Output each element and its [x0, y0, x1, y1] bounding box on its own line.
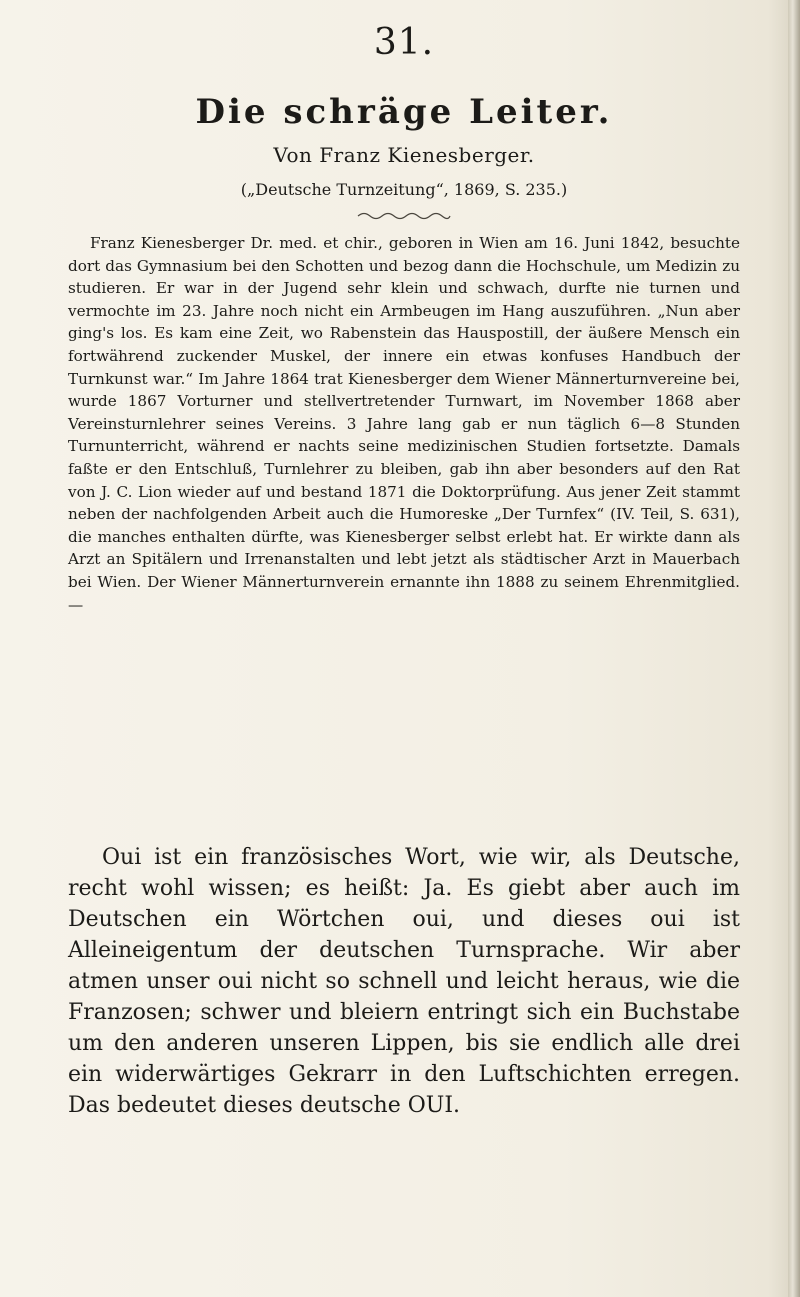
- essay-text: Oui ist ein französisches Wort, wie wir, als Deutsche, recht wohl wissen; es heißt: Ja. Es giebt aber auch im Deutschen ein Wörtchen oui, und dieses oui ist Alleineigentum der deutschen Turnsprache. Wir aber atmen unser oui nicht so schnell und leicht heraus, wie die Franzosen; schwer und bleiern entringt sich ein Buchstabe um den anderen unseren Lippen, bis sie endlich alle drei ein widerwärtiges Gekrarr in den Luftschichten erregen. Das bedeutet dieses deutsche OUI.: [68, 845, 740, 1118]
- author-biography: Franz Kienesberger Dr. med. et chir., geboren in Wien am 16. Juni 1842, besuchte dort das Gymnasium bei den Schotten und bezog dann die Hochschule, um Medizin zu studieren. Er war in der Jugend sehr klein und schwach, durfte nie turnen und vermochte im 23. Jahre noch nicht ein Armbeugen im Hang auszuführen. „Nun aber ging's los. Es kam eine Zeit, wo Rabenstein das Hauspostill, der äußere Mensch ein fortwährend zuckender Muskel, der innere ein etwas konfuses Handbuch der Turnkunst war.“ Im Jahre 1864 trat Kienesberger dem Wiener Männerturnvereine bei, wurde 1867 Vorturner und stellvertretender Turnwart, im November 1868 aber Vereinsturnlehrer seines Vereins. 3 Jahre lang gab er nun täglich 6—8 Stunden Turnunterricht, während er nachts seine medizinischen Studien fortsetzte. Damals faßte er den Entschluß, Turnlehrer zu bleiben, gab ihn aber besonders auf den Rat von J. C. Lion wieder auf und bestand 1871 die Doktorprüfung. Aus jener Zeit stammt neben der nachfolgenden Arbeit auch die Humoreske „Der Turnfex“ (IV. Teil, S. 631), die manches enthalten dürfte, was Kienesberger selbst erlebt hat. Er wirkte dann als Arzt an Spitälern und Irrenanstalten und lebt jetzt als städtischer Arzt in Mauerbach bei Wien. Der Wiener Männerturnverein ernannte ihn 1888 zu seinem Ehrenmitglied. —: [68, 234, 740, 614]
- page-edge: [788, 0, 800, 1297]
- source-citation: („Deutsche Turnzeitung“, 1869, S. 235.): [240, 180, 568, 199]
- wave-ornament-icon: [356, 210, 452, 222]
- author-byline: Von Franz Kienesberger.: [273, 143, 535, 167]
- chapter-title: Die schräge Leiter.: [195, 92, 613, 132]
- page-number: 31.: [373, 22, 435, 63]
